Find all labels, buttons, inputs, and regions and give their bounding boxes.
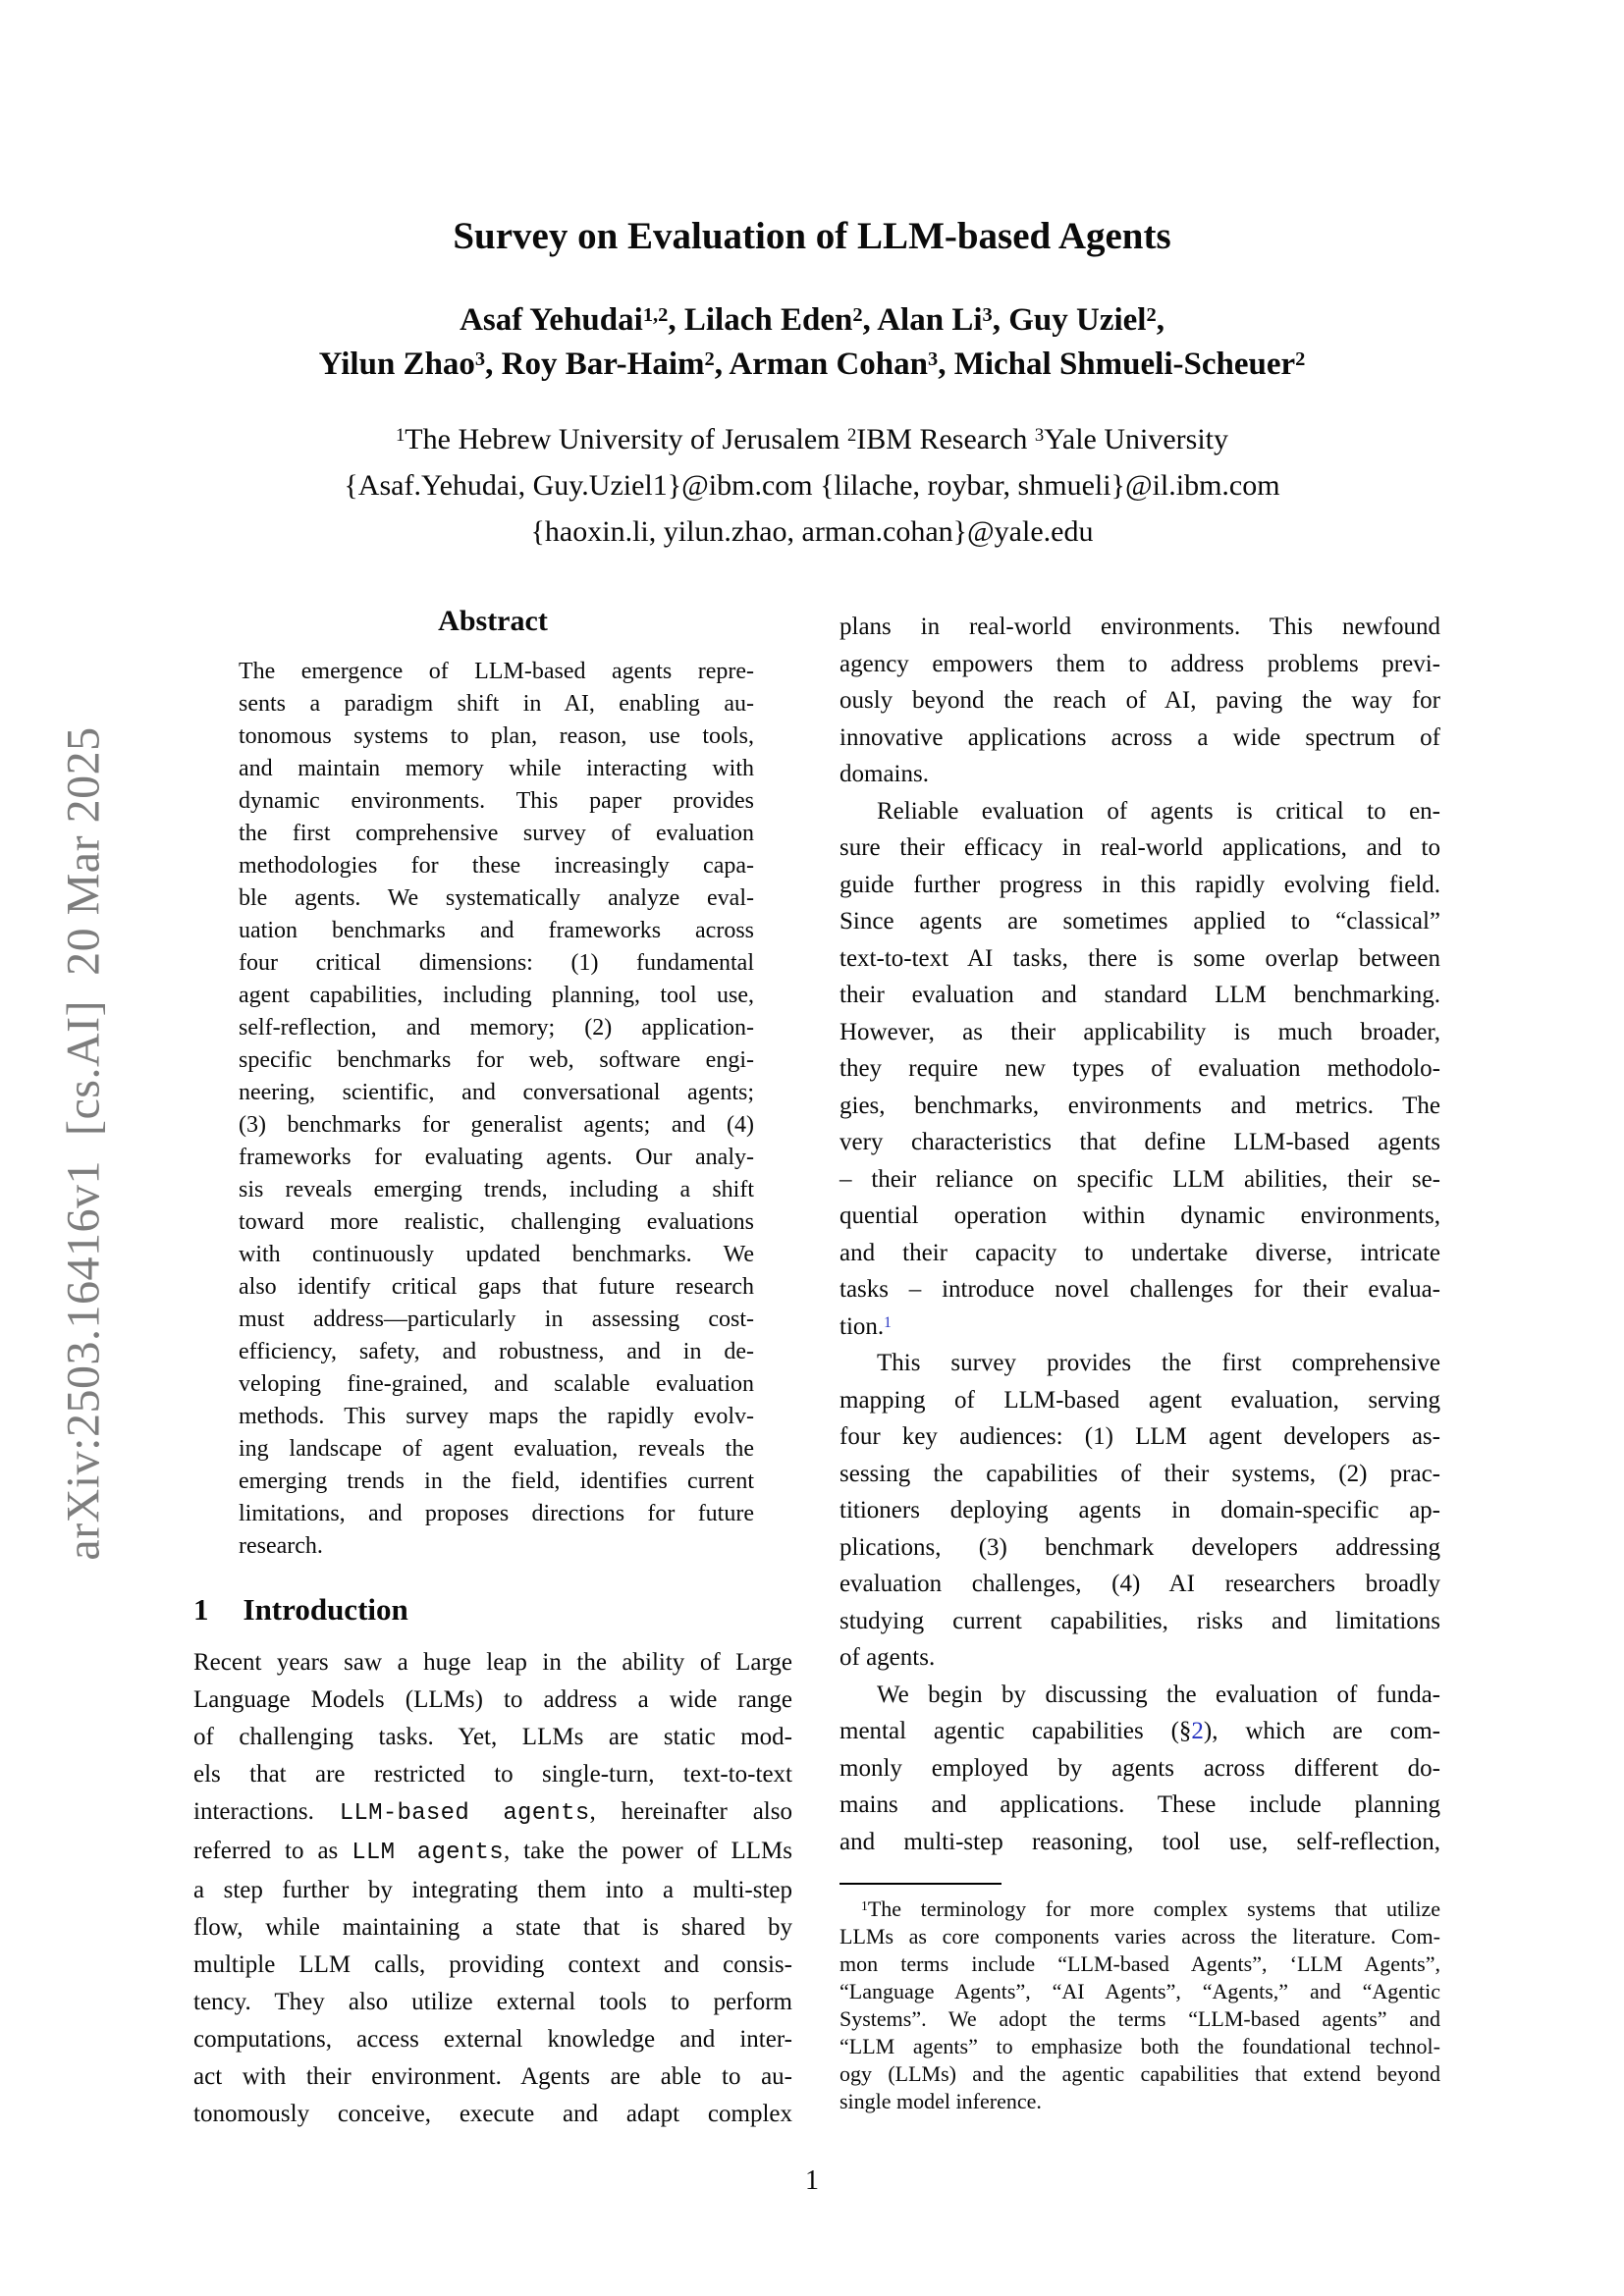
text-line	[839, 829, 1440, 867]
text-segment: Since agents are sometimes applied to “classical”	[839, 908, 1440, 934]
text-segment: LLM agents	[352, 1840, 504, 1866]
superscript: 3	[474, 347, 486, 370]
text-line	[239, 915, 754, 947]
text-line	[193, 1984, 792, 2021]
section-title: Introduction	[243, 1592, 408, 1627]
text-line	[193, 1909, 792, 1947]
text-line	[839, 1896, 1440, 1923]
text-segment: mental agentic capabilities (§	[839, 1718, 1192, 1744]
text-segment: guide further progress in this rapidly evolving field.	[839, 871, 1440, 898]
text-line	[839, 1235, 1440, 1272]
text-segment: Asaf Yehudai	[460, 302, 643, 338]
text-line	[839, 1529, 1440, 1567]
text-segment: quential operation within dynamic environments,	[839, 1202, 1440, 1229]
abstract-body	[239, 656, 754, 1563]
text-line	[193, 2096, 792, 2133]
text-segment: ,	[1156, 302, 1164, 338]
text-segment: limitations, and proposes directions for future	[239, 1501, 754, 1526]
text-line	[839, 682, 1440, 720]
text-segment: However, as their applicability is much broader,	[839, 1018, 1440, 1045]
text-segment: tonomous systems to plan, reason, use tools,	[239, 723, 754, 749]
text-line	[193, 1756, 792, 1793]
text-line	[239, 753, 754, 785]
text-line	[839, 903, 1440, 940]
text-segment: dynamic environments. This paper provides	[239, 788, 754, 814]
text-segment: , take the power of LLMs	[503, 1838, 792, 1864]
affiliation-block	[0, 416, 1624, 555]
text-line	[239, 850, 754, 882]
text-segment: emerging trends in the field, identifies current	[239, 1468, 754, 1494]
text-line	[239, 721, 754, 753]
text-segment: Yale University	[1044, 423, 1228, 455]
text-segment: sis reveals emerging trends, including a shift	[239, 1177, 754, 1202]
text-segment: LLMs as core components varies across the literature. Com-	[839, 1924, 1440, 1949]
text-line	[839, 1923, 1440, 1950]
text-line	[239, 1239, 754, 1271]
text-line	[839, 2088, 1440, 2115]
text-segment: ), which are com-	[1203, 1718, 1440, 1744]
superscript: 3	[1034, 424, 1045, 446]
text-segment: The emergence of LLM-based agents repre-	[239, 659, 754, 684]
text-segment: single model inference.	[839, 2089, 1042, 2113]
text-line	[239, 1142, 754, 1174]
text-segment: els that are restricted to single-turn, text-to-text	[193, 1761, 792, 1788]
text-line	[839, 1271, 1440, 1308]
text-segment: plications, (3) benchmark developers addressing	[839, 1533, 1440, 1561]
text-segment: act with their environment. Agents are able to au-	[193, 2063, 792, 2090]
text-segment: also identify critical gaps that future research	[239, 1274, 754, 1300]
abstract-heading: Abstract	[438, 605, 548, 637]
text-line	[193, 1682, 792, 1719]
text-line	[839, 2060, 1440, 2088]
text-line	[839, 1124, 1440, 1161]
affiliation-line	[0, 416, 1624, 462]
text-line	[839, 867, 1440, 904]
text-segment: , Roy Bar-Haim	[485, 347, 705, 382]
text-line	[839, 1824, 1440, 1861]
text-line	[239, 1433, 754, 1466]
text-line	[839, 1787, 1440, 1824]
superscript: 2	[1146, 303, 1157, 326]
text-segment: Language Models (LLMs) to address a wide range	[193, 1686, 792, 1713]
text-line	[239, 1206, 754, 1239]
superscript: 1	[396, 424, 406, 446]
text-line	[239, 1530, 754, 1563]
text-line	[239, 785, 754, 818]
text-line	[839, 1639, 1440, 1677]
text-line	[193, 1719, 792, 1756]
text-segment: they require new types of evaluation methodolo-	[839, 1055, 1440, 1082]
text-line	[239, 1401, 754, 1433]
text-segment: ing landscape of agent evaluation, reveals the	[239, 1436, 754, 1462]
text-line	[839, 1750, 1440, 1788]
text-segment: a step further by integrating them into a multi-step	[193, 1877, 792, 1903]
text-segment: evaluation challenges, (4) AI researchers broadly	[839, 1571, 1440, 1597]
text-line	[239, 1466, 754, 1498]
text-segment: mon terms include “LLM-based Agents”, ‘LLM Agents”,	[839, 1951, 1440, 1976]
text-segment: “LLM agents” to emphasize both the foundational technol-	[839, 2034, 1440, 2058]
page-number: 1	[805, 2165, 819, 2196]
text-line	[239, 882, 754, 915]
text-segment: Reliable evaluation of agents is critical to en-	[877, 797, 1440, 825]
text-line	[239, 947, 754, 980]
text-segment: and multi-step reasoning, tool use, self-reflection,	[839, 1828, 1440, 1855]
text-line	[839, 1050, 1440, 1088]
text-segment: Recent years saw a huge leap in the ability of Large	[193, 1649, 792, 1676]
text-segment: with continuously updated benchmarks. We	[239, 1242, 754, 1267]
text-segment: tonomously conceive, execute and adapt complex	[193, 2101, 792, 2127]
arxiv-watermark: arXiv:2503.16416v1 [cs.AI] 20 Mar 2025	[57, 726, 110, 1561]
text-line	[839, 1088, 1440, 1125]
section-number: 1	[193, 1592, 209, 1627]
text-line	[239, 1498, 754, 1530]
text-line	[839, 1014, 1440, 1051]
text-line	[839, 940, 1440, 978]
text-line	[239, 1336, 754, 1368]
text-segment: This survey provides the first comprehensive	[877, 1350, 1440, 1376]
text-line	[239, 818, 754, 850]
text-segment: , Arman Cohan	[714, 347, 928, 382]
text-line	[839, 793, 1440, 830]
text-segment: toward more realistic, challenging evaluations	[239, 1209, 754, 1235]
text-line	[839, 609, 1440, 646]
text-segment: sure their efficacy in real-world applications, and to	[839, 834, 1440, 861]
text-segment: agent capabilities, including planning, tool use,	[239, 983, 754, 1008]
text-segment: multiple LLM calls, providing context and consis-	[193, 1951, 792, 1978]
superscript: 1,2	[642, 303, 669, 326]
text-segment: sessing the capabilities of their systems, (2) prac-	[839, 1460, 1440, 1487]
superscript: 2	[704, 347, 715, 370]
text-segment: , Guy Uziel	[992, 302, 1147, 338]
text-segment: agency empowers them to address problems previ-	[839, 650, 1440, 677]
footnote	[839, 1896, 1440, 2115]
text-segment: ogy (LLMs) and the agentic capabilities that extend beyond	[839, 2061, 1440, 2086]
text-line	[239, 1368, 754, 1401]
text-line	[239, 1109, 754, 1142]
text-segment: very characteristics that define LLM-based agents	[839, 1129, 1440, 1155]
text-segment: We begin by discussing the evaluation of funda-	[877, 1681, 1440, 1708]
text-line	[839, 1566, 1440, 1603]
text-line	[839, 1308, 1440, 1346]
text-segment: and maintain memory while interacting with	[239, 756, 754, 781]
text-segment: methods. This survey maps the rapidly evolv-	[239, 1404, 754, 1429]
text-segment: , hereinafter also	[589, 1798, 792, 1825]
text-segment: interactions.	[193, 1798, 340, 1825]
text-segment: tion.	[839, 1312, 885, 1340]
text-segment: neering, scientific, and conversational agents;	[239, 1080, 754, 1105]
text-segment: research.	[239, 1533, 323, 1559]
text-line	[239, 1044, 754, 1077]
text-segment: flow, while maintaining a state that is shared by	[193, 1914, 792, 1941]
text-segment: , Lilach Eden	[668, 302, 853, 338]
text-segment: , Michal Shmueli-Scheuer	[938, 347, 1296, 382]
text-segment: (3) benchmarks for generalist agents; and (4)	[239, 1112, 754, 1138]
text-segment: the first comprehensive survey of evaluation	[239, 821, 754, 846]
text-line	[839, 1978, 1440, 2005]
text-line	[239, 1271, 754, 1304]
text-segment: self-reflection, and memory; (2) application-	[239, 1015, 754, 1041]
text-segment: “Language Agents”, “AI Agents”, “Agents,” and “Agentic	[839, 1979, 1440, 2003]
text-line	[193, 1947, 792, 1984]
text-line	[839, 1456, 1440, 1493]
text-segment: tency. They also utilize external tools to perform	[193, 1989, 792, 2015]
text-segment: of challenging tasks. Yet, LLMs are static mod-	[193, 1724, 792, 1750]
text-line	[239, 980, 754, 1012]
superscript: 2	[1295, 347, 1306, 370]
text-line	[193, 1644, 792, 1682]
text-segment: sents a paradigm shift in AI, enabling au-	[239, 691, 754, 717]
email-line: {haoxin.li, yilun.zhao, arman.cohan}@yale.edu	[530, 515, 1094, 548]
text-line	[839, 1677, 1440, 1714]
text-segment: four key audiences: (1) LLM agent developers as-	[839, 1423, 1440, 1450]
text-segment: uation benchmarks and frameworks across	[239, 918, 754, 943]
email-line: {Asaf.Yehudai, Guy.Uziel1}@ibm.com {lilache, roybar, shmueli}@il.ibm.com	[344, 469, 1280, 502]
superscript: 3	[982, 303, 993, 326]
text-line	[839, 1603, 1440, 1640]
text-segment: studying current capabilities, risks and limitations	[839, 1607, 1440, 1634]
ref-link[interactable]: 1	[884, 1313, 892, 1331]
text-segment: computations, access external knowledge and inter-	[193, 2026, 792, 2053]
text-line	[839, 1382, 1440, 1419]
text-line	[193, 1793, 792, 1833]
text-segment: mapping of LLM-based agent evaluation, serving	[839, 1386, 1440, 1414]
text-line	[839, 2033, 1440, 2060]
text-segment: veloping fine-grained, and scalable evaluation	[239, 1371, 754, 1397]
text-line	[839, 1161, 1440, 1199]
text-segment: titioners deploying agents in domain-specific ap-	[839, 1497, 1440, 1523]
text-line	[839, 977, 1440, 1014]
text-line	[839, 1713, 1440, 1750]
text-segment: mains and applications. These include planning	[839, 1791, 1440, 1818]
text-segment: Yilun Zhao	[318, 347, 475, 382]
text-line	[839, 756, 1440, 793]
text-segment: plans in real-world environments. This newfound	[839, 614, 1440, 640]
text-segment: – their reliance on specific LLM abilities, their se-	[839, 1165, 1440, 1193]
text-segment: gies, benchmarks, environments and metrics. The	[839, 1092, 1440, 1119]
text-line	[239, 1304, 754, 1336]
text-segment: domains.	[839, 761, 929, 787]
text-line	[193, 1833, 792, 1872]
text-segment: methodologies for these increasingly capa-	[239, 853, 754, 879]
text-line	[839, 1345, 1440, 1382]
text-line	[839, 1418, 1440, 1456]
text-segment: IBM Research	[856, 423, 1035, 455]
text-line	[193, 2058, 792, 2096]
text-segment: of agents.	[839, 1644, 936, 1671]
author-block	[0, 298, 1624, 387]
superscript: 2	[847, 424, 857, 446]
text-segment: innovative applications across a wide spectrum of	[839, 723, 1440, 751]
text-segment: text-to-text AI tasks, there is some overlap between	[839, 944, 1440, 972]
text-segment: monly employed by agents across different do-	[839, 1754, 1440, 1782]
superscript: 2	[852, 303, 863, 326]
text-line	[193, 1872, 792, 1909]
text-line	[839, 720, 1440, 757]
text-segment: ble agents. We systematically analyze eval-	[239, 885, 754, 911]
introduction-body	[193, 1644, 792, 2133]
text-segment: referred to as	[193, 1838, 352, 1864]
text-segment: tasks – introduce novel challenges for their evalua-	[839, 1276, 1440, 1303]
text-line	[839, 1950, 1440, 1978]
text-line	[839, 2005, 1440, 2033]
section-heading-introduction	[193, 1592, 792, 1628]
right-column-body	[839, 609, 1440, 1860]
superscript: 1	[861, 1897, 868, 1913]
text-segment: four critical dimensions: (1) fundamental	[239, 950, 754, 976]
text-segment: , Alan Li	[862, 302, 983, 338]
text-segment: Systems”. We adopt the terms “LLM-based agents” and	[839, 2006, 1440, 2031]
paper-title: Survey on Evaluation of LLM-based Agents	[453, 215, 1171, 257]
author-line	[0, 343, 1624, 387]
text-segment: The terminology for more complex systems that utilize	[867, 1896, 1440, 1921]
text-segment: must address—particularly in assessing cost-	[239, 1307, 754, 1332]
text-line	[193, 2021, 792, 2058]
text-line	[839, 646, 1440, 683]
text-segment: and their capacity to undertake diverse, intricate	[839, 1239, 1440, 1266]
superscript: 3	[928, 347, 939, 370]
author-line	[0, 298, 1624, 343]
text-segment: their evaluation and standard LLM benchmarking.	[839, 982, 1440, 1008]
text-line	[239, 1077, 754, 1109]
text-line	[239, 1174, 754, 1206]
text-line	[239, 688, 754, 721]
ref-link[interactable]: 2	[1191, 1718, 1204, 1744]
text-line	[839, 1492, 1440, 1529]
text-line	[239, 1012, 754, 1044]
text-segment: efficiency, safety, and robustness, and in de-	[239, 1339, 754, 1364]
text-segment: The Hebrew University of Jerusalem	[405, 423, 847, 455]
text-segment: LLM-based agents	[339, 1800, 590, 1827]
text-segment: ously beyond the reach of AI, paving the way for	[839, 687, 1440, 714]
text-segment: frameworks for evaluating agents. Our analy-	[239, 1145, 754, 1170]
text-line	[839, 1198, 1440, 1235]
text-segment: specific benchmarks for web, software engi-	[239, 1047, 754, 1073]
text-line	[239, 656, 754, 688]
footnote-rule	[839, 1883, 1001, 1885]
